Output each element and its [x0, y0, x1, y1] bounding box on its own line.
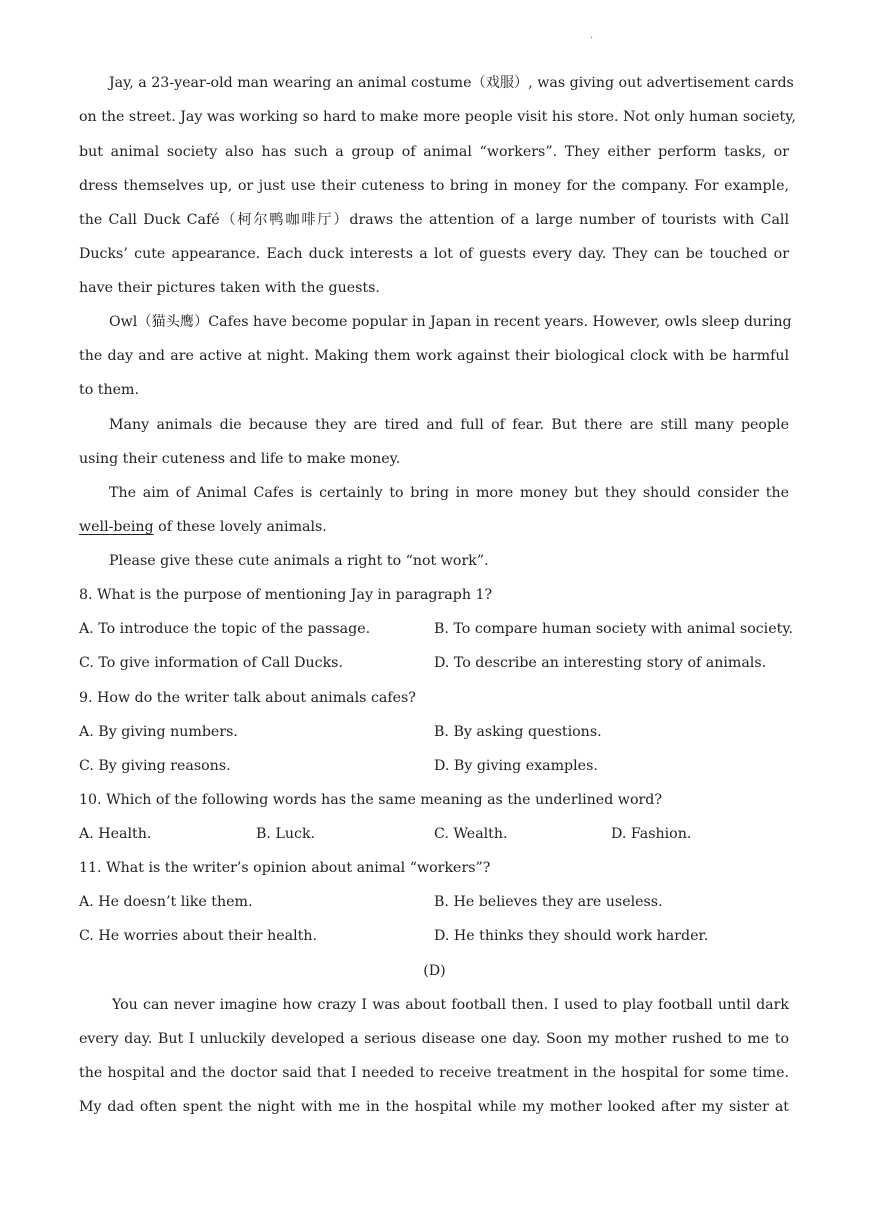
passage-line: have their pictures taken with the guests.: [79, 280, 380, 296]
passage-line: The aim of Animal Cafes is certainly to bring in more money but they should consider the: [109, 485, 789, 501]
option-b: B. He believes they are useless.: [434, 894, 663, 910]
option-c: C. By giving reasons.: [79, 758, 231, 774]
option-a: A. By giving numbers.: [79, 724, 238, 740]
passage-text: of these lovely animals.: [153, 519, 327, 535]
option-d: D. He thinks they should work harder.: [434, 928, 709, 944]
passage-line: the hospital and the doctor said that I needed to receive treatment in the hospital for some time.: [79, 1065, 789, 1081]
option-a: A. To introduce the topic of the passage.: [79, 621, 371, 637]
passage-line: but animal society also has such a group of animal “workers”. They either perform tasks, or: [79, 144, 789, 160]
header-dot: .: [590, 30, 594, 41]
passage-line: You can never imagine how crazy I was about football then. I used to play football until dark: [112, 997, 789, 1013]
passage-line: on the street. Jay was working so hard to make more people visit his store. Not only human society,: [79, 109, 796, 125]
passage-line: dress themselves up, or just use their cuteness to bring in money for the company. For example,: [79, 178, 789, 194]
option-b: B. Luck.: [256, 826, 316, 842]
passage-line: Owl（猫头鹰）Cafes have become popular in Japan in recent years. However, owls sleep during: [109, 314, 792, 330]
option-d: D. By giving examples.: [434, 758, 598, 774]
passage-line: [79, 517, 789, 537]
passage-line: Please give these cute animals a right to “not work”.: [109, 553, 489, 569]
question-stem: 11. What is the writer’s opinion about animal “workers”?: [79, 860, 491, 876]
option-b: B. To compare human society with animal society.: [434, 621, 793, 637]
passage-line: Ducks’ cute appearance. Each duck interests a lot of guests every day. They can be touched or: [79, 246, 789, 262]
section-heading: (D): [423, 963, 446, 979]
option-d: D. Fashion.: [611, 826, 692, 842]
passage-line: to them.: [79, 382, 139, 398]
option-d: D. To describe an interesting story of animals.: [434, 655, 767, 671]
option-b: B. By asking questions.: [434, 724, 602, 740]
passage-line: the Call Duck Café（柯尔鸭咖啡厅）draws the attention of a large number of tourists with Call: [79, 212, 789, 228]
underlined-word: well-being: [79, 519, 154, 535]
passage-line: every day. But I unluckily developed a serious disease one day. Soon my mother rushed to me to: [79, 1031, 789, 1047]
passage-line: Jay, a 23-year-old man wearing an animal costume（戏服）, was giving out advertisement cards: [109, 75, 794, 91]
passage-line: using their cuteness and life to make money.: [79, 451, 401, 467]
question-stem: 10. Which of the following words has the same meaning as the underlined word?: [79, 792, 662, 808]
question-stem: 8. What is the purpose of mentioning Jay in paragraph 1?: [79, 587, 493, 603]
option-c: C. Wealth.: [434, 826, 508, 842]
option-a: A. Health.: [79, 826, 152, 842]
option-a: A. He doesn’t like them.: [79, 894, 253, 910]
option-c: C. To give information of Call Ducks.: [79, 655, 343, 671]
option-c: C. He worries about their health.: [79, 928, 317, 944]
question-stem: 9. How do the writer talk about animals cafes?: [79, 690, 416, 706]
passage-line: My dad often spent the night with me in the hospital while my mother looked after my sister at: [79, 1099, 789, 1115]
passage-line: the day and are active at night. Making them work against their biological clock with be harmful: [79, 348, 789, 364]
passage-line: Many animals die because they are tired and full of fear. But there are still many people: [109, 417, 789, 433]
